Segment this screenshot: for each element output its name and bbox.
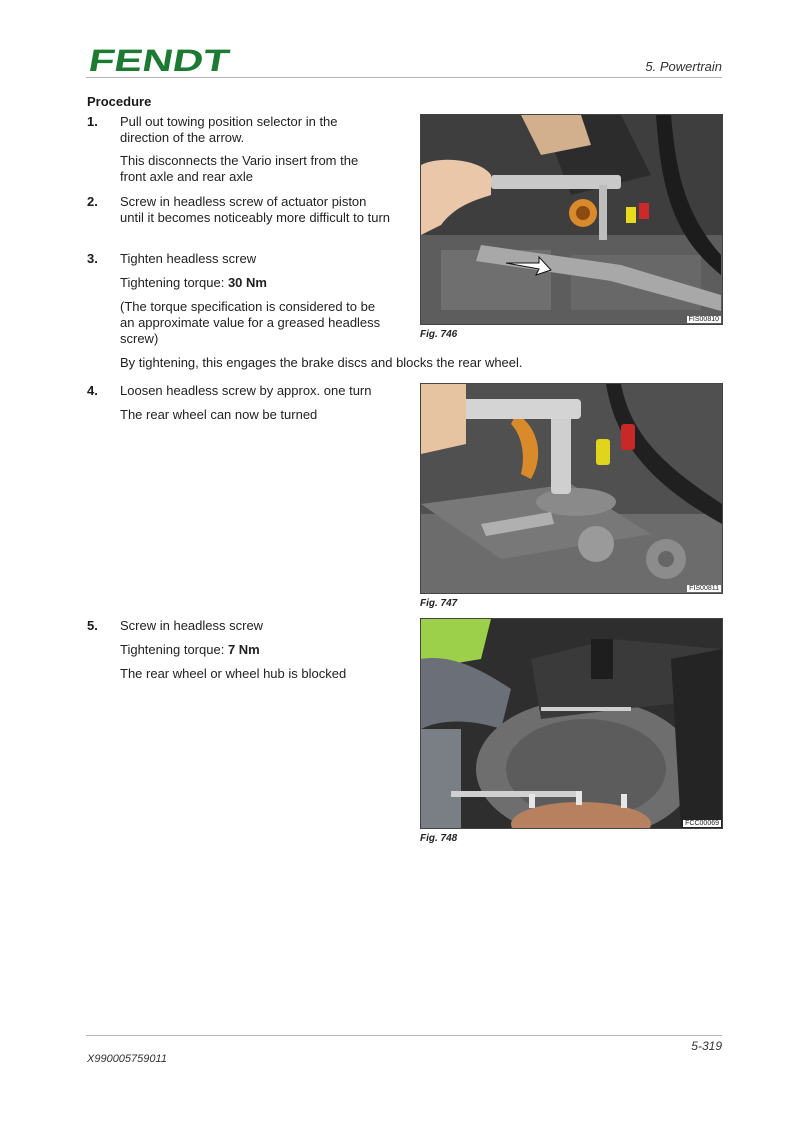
step-5-number: 5. bbox=[87, 618, 98, 633]
torque-value: 7 Nm bbox=[227, 642, 260, 657]
step-3-torque bbox=[120, 275, 400, 291]
image-code: FCC00069 bbox=[685, 820, 719, 827]
step-2-text: Screw in headless screw of actuator piston until it becomes noticeably more difficult to turn bbox=[120, 194, 391, 225]
step-4-number: 4. bbox=[87, 383, 98, 398]
step-2-number: 2. bbox=[87, 194, 98, 209]
step-5-torque bbox=[120, 642, 400, 658]
step-3-number: 3. bbox=[87, 251, 98, 266]
svg-text:FENDT: FENDT bbox=[86, 44, 196, 74]
figure-746-photo bbox=[420, 114, 723, 325]
image-code: FIS00811 bbox=[689, 585, 719, 592]
document-number: X990005759011 bbox=[87, 1053, 167, 1065]
step-5-text: Screw in headless screw bbox=[120, 618, 264, 633]
step-1-text: Pull out towing position selector in the direction of the arrow. bbox=[120, 114, 338, 145]
step-1-result: This disconnects the Vario insert from the front axle and rear axle bbox=[120, 153, 359, 184]
footer-divider bbox=[86, 1035, 722, 1036]
step-1-number: 1. bbox=[87, 114, 98, 129]
fendt-logo bbox=[86, 44, 232, 74]
figure-746-caption: Fig. 746 bbox=[420, 329, 458, 340]
step-4-result: The rear wheel can now be turned bbox=[120, 407, 318, 422]
image-code: FIS00810 bbox=[688, 316, 719, 323]
header-divider bbox=[86, 77, 722, 78]
figure-747-photo bbox=[420, 383, 723, 594]
step-5-result: The rear wheel or wheel hub is blocked bbox=[120, 666, 347, 681]
figure-748-caption: Fig. 748 bbox=[420, 833, 458, 844]
step-3-text: Tighten headless screw bbox=[120, 251, 257, 266]
figure-747-caption: Fig. 747 bbox=[420, 598, 458, 609]
torque-label: Tightening torque: bbox=[120, 642, 225, 657]
step-4-text: Loosen headless screw by approx. one turn bbox=[120, 383, 372, 398]
page-number: 5-319 bbox=[691, 1039, 722, 1053]
figure-748-photo bbox=[420, 618, 723, 829]
procedure-heading: Procedure bbox=[87, 94, 152, 109]
step-3-note: (The torque specification is considered to be an approximate value for a greased headless screw) bbox=[120, 299, 381, 346]
step-3-result: By tightening, this engages the brake discs and blocks the rear wheel. bbox=[120, 355, 523, 370]
section-title: 5. Powertrain bbox=[645, 59, 722, 74]
torque-label: Tightening torque: bbox=[120, 275, 225, 290]
torque-value: 30 Nm bbox=[227, 275, 267, 290]
